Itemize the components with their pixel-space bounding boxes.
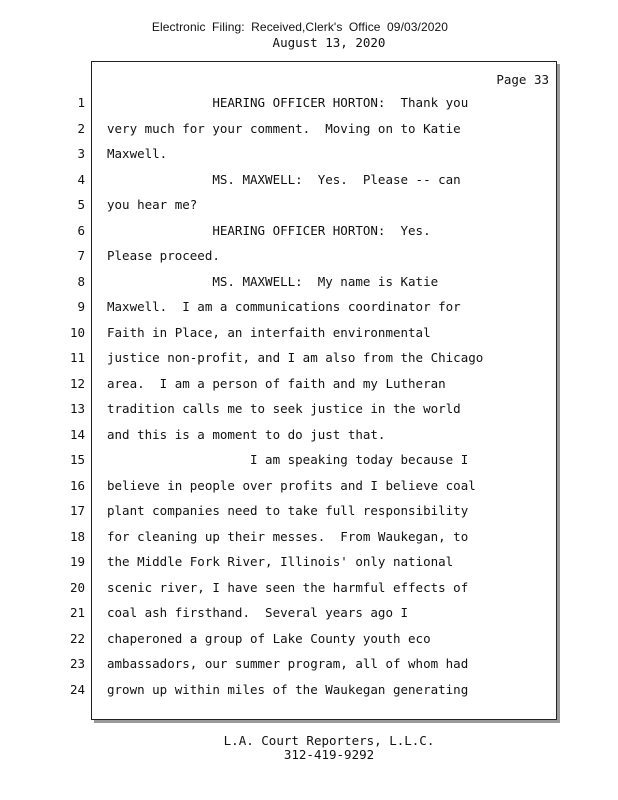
line-number: 20: [69, 579, 85, 595]
line-number: 14: [69, 426, 85, 442]
line-number: 7: [77, 248, 85, 263]
line-text: tradition calls me to seek justice in the world: [107, 401, 461, 416]
line-text: HEARING OFFICER HORTON: Thank you: [107, 95, 469, 110]
line-text: you hear me?: [107, 197, 198, 212]
transcript-line: [0, 683, 600, 708]
line-text: Maxwell. I am a communications coordinator for: [107, 299, 461, 314]
line-number: 5: [77, 197, 85, 212]
line-number: 6: [77, 222, 85, 238]
line-number: 15: [69, 452, 85, 467]
line-number: 16: [69, 477, 85, 493]
line-text: MS. MAXWELL: Yes. Please -- can: [107, 171, 461, 187]
transcript-line: [0, 657, 600, 682]
line-text: I am speaking today because I: [107, 452, 469, 467]
transcript-line: [0, 402, 600, 427]
transcript-line: [0, 96, 600, 121]
line-text: coal ash firsthand. Several years ago I: [107, 605, 409, 620]
reporter-phone: 312-419-9292: [283, 747, 375, 762]
line-text: believe in people over profits and I believe coal: [107, 477, 476, 493]
line-text: chaperoned a group of Lake County youth eco: [107, 630, 431, 646]
transcript-line: [0, 530, 600, 555]
transcript-line: [0, 351, 600, 376]
transcript-line: [0, 147, 600, 172]
line-number: 11: [69, 350, 85, 365]
reporter-company: L.A. Court Reporters, L.L.C.: [223, 733, 435, 748]
line-text: HEARING OFFICER HORTON: Yes.: [107, 222, 431, 238]
transcript-line: [0, 275, 600, 300]
filing-stamp: Electronic Filing: Received,Clerk's Office 09/03/2020: [151, 20, 449, 34]
line-number: 17: [69, 503, 85, 518]
transcript-line: [0, 555, 600, 580]
hearing-date: August 13, 2020: [272, 35, 386, 50]
line-number: 24: [69, 681, 85, 697]
line-number: 21: [69, 605, 85, 620]
transcript-line: [0, 377, 600, 402]
transcript-line: [0, 632, 600, 657]
transcript-line: [0, 504, 600, 529]
line-number: 9: [77, 299, 85, 314]
transcript-line: [0, 224, 600, 249]
line-text: plant companies need to take full responsibility: [107, 503, 469, 518]
line-number: 23: [69, 656, 85, 671]
line-text: area. I am a person of faith and my Lutheran: [107, 375, 446, 391]
line-number: 1: [77, 95, 85, 110]
transcript-line: [0, 606, 600, 631]
line-text: Please proceed.: [107, 248, 220, 263]
transcript-line: [0, 198, 600, 223]
line-text: grown up within miles of the Waukegan generating: [107, 681, 469, 697]
transcript-line: [0, 479, 600, 504]
line-number: 2: [77, 120, 85, 136]
transcript-line: [0, 173, 600, 198]
line-number: 8: [77, 273, 85, 289]
transcript-line: [0, 249, 600, 274]
line-text: and this is a moment to do just that.: [107, 426, 386, 442]
transcript-line: [0, 300, 600, 325]
line-number: 12: [69, 375, 85, 391]
transcript-line: [0, 581, 600, 606]
line-text: ambassadors, our summer program, all of whom had: [107, 656, 469, 671]
line-text: MS. MAXWELL: My name is Katie: [107, 273, 439, 289]
line-text: Faith in Place, an interfaith environmental: [107, 324, 431, 340]
line-number: 13: [69, 401, 85, 416]
line-text: very much for your comment. Moving on to Katie: [107, 120, 461, 136]
page-number: Page 33: [496, 72, 549, 87]
transcript-line: [0, 453, 600, 478]
transcript-line: [0, 122, 600, 147]
line-number: 4: [77, 171, 85, 187]
line-number: 18: [69, 528, 85, 544]
line-number: 19: [69, 554, 85, 569]
line-number: 3: [77, 146, 85, 161]
transcript-line: [0, 428, 600, 453]
line-number: 10: [69, 324, 85, 340]
line-text: justice non-profit, and I am also from the Chicago: [107, 350, 484, 365]
line-text: scenic river, I have seen the harmful effects of: [107, 579, 469, 595]
line-text: Maxwell.: [107, 146, 168, 161]
transcript-line: [0, 326, 600, 351]
line-text: the Middle Fork River, Illinois' only national: [107, 554, 454, 569]
line-number: 22: [69, 630, 85, 646]
line-text: for cleaning up their messes. From Waukegan, to: [107, 528, 469, 544]
